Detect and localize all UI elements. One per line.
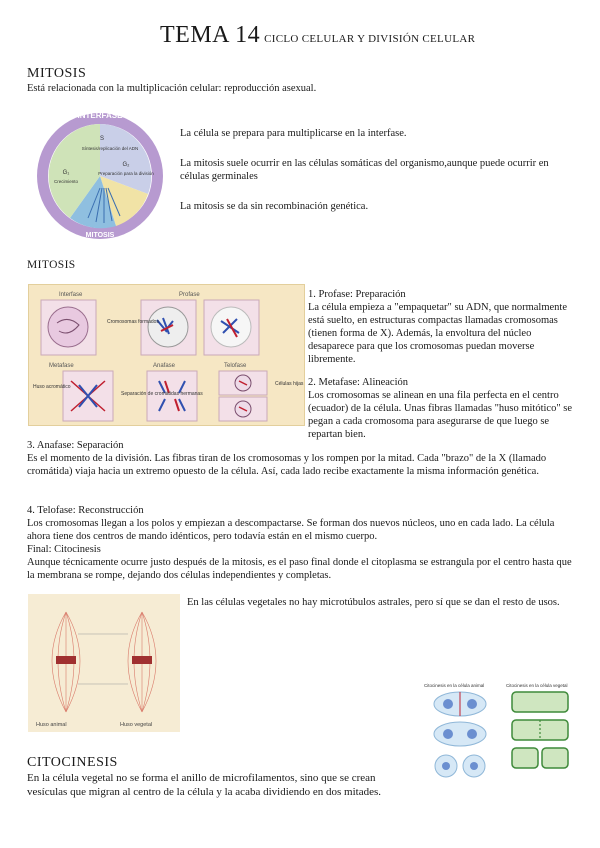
nucleus-interfase bbox=[48, 307, 88, 347]
anafase-block bbox=[27, 439, 575, 478]
fig-label-metafase: Metafase bbox=[49, 363, 74, 369]
spindle-figure bbox=[28, 594, 180, 732]
chromosomes-animal bbox=[56, 656, 76, 664]
metafase-text: Los cromosomas se alinean en una fila perfecta en el centro (ecuador) de la célula. Unas fibras llamadas "huso mitótico" se pegan a cada cromosoma para asegurarse de que luego se repartan bien. bbox=[308, 390, 572, 440]
title-main: TEMA 14 bbox=[160, 22, 261, 48]
spindle-svg bbox=[28, 594, 180, 732]
fig-label-huso: Huso acromático bbox=[33, 384, 71, 390]
final-heading: Final: Citocinesis bbox=[27, 544, 101, 555]
telofase-heading: 4. Telofase: Reconstrucción bbox=[27, 505, 144, 516]
section-intro: Está relacionada con la multiplicación celular: reproducción asexual. bbox=[27, 83, 317, 94]
final-text: Aunque técnicamente ocurre justo después de la mitosis, es el paso final donde el citoplasma se estrangula por el centro hasta que la membrana se rompe, dejando dos células independientes y completas. bbox=[27, 557, 572, 581]
animal-nucleus-1a bbox=[443, 699, 453, 709]
anafase-text: Es el momento de la división. Las fibras tiran de los cromosomas y los rompen por la mitad. Cada "brazo" de la X (llamado cromátida) viaja hacia un extremo opuesto de la célula. Así, cada lado recibe exactamente la misma información genética. bbox=[27, 453, 547, 477]
cell-cycle-svg bbox=[30, 108, 172, 240]
telofase-text: Los cromosomas llegan a los polos y empiezan a descompactarse. Se forman dos nuevos núcleos, uno en cada lado. La célula ahora tiene dos centros de mando idénticos, pero todavía están en el mismo cuerpo. bbox=[27, 518, 555, 542]
label-s: S bbox=[99, 136, 105, 142]
anafase-heading: 3. Anafase: Separación bbox=[27, 440, 124, 451]
telofase-block bbox=[27, 504, 575, 582]
fig-label-interfase: Interfase bbox=[59, 292, 83, 298]
chromosomes-vegetal bbox=[132, 656, 152, 664]
annotation-lines bbox=[78, 634, 128, 684]
profase-heading: 1. Profase: Preparación bbox=[308, 289, 406, 300]
fig-label-telofase: Telofase bbox=[224, 363, 247, 369]
fig-label-separacion: Separación de cromátidas hermanas bbox=[121, 391, 203, 397]
label-g2: G₂ bbox=[122, 162, 130, 168]
metafase-heading: 2. Metafase: Alineación bbox=[308, 377, 409, 388]
animal-cell-2 bbox=[434, 722, 486, 746]
fig-label-profase: Profase bbox=[179, 292, 200, 298]
animal-nucleus-2a bbox=[443, 729, 453, 739]
label-s-desc: Síntesis/replicación del ADN bbox=[81, 146, 139, 151]
paragraph-3: La mitosis se da sin recombinación genética. bbox=[180, 201, 369, 212]
mitosis-phases-figure bbox=[28, 284, 305, 426]
citocinesis-text: En la célula vegetal no se forma el anillo de microfilamentos, sino que se crean vesículas que migran al centro de la célula y la acaba dividiendo en dos mitades. bbox=[27, 772, 382, 798]
label-vegetal-cyto: Citocinesis en la célula vegetal bbox=[506, 683, 568, 688]
cytokinesis-svg bbox=[420, 680, 578, 788]
profase-text: La célula empieza a "empaquetar" su ADN, que normalmente está suelto, en estructuras compactas llamadas cromosomas (tienen forma de X). Además, la envoltura del núcleo desaparece para que los cromosomas puedan moverse libremente. bbox=[308, 302, 568, 365]
label-mitosis: MITOSIS bbox=[85, 232, 115, 239]
daughter-nucleus-2 bbox=[470, 762, 478, 770]
section-heading-citocinesis: CITOCINESIS bbox=[27, 755, 118, 770]
label-huso-vegetal: Huso vegetal bbox=[120, 722, 153, 728]
label-g2-desc: Preparación para la división bbox=[98, 171, 154, 176]
profase-block bbox=[308, 288, 576, 366]
section-heading-mitosis-2: MITOSIS bbox=[27, 259, 76, 271]
daughter-nucleus-1 bbox=[442, 762, 450, 770]
fig-label-cromosomas: Cromosomas formados bbox=[107, 319, 159, 325]
plant-daughter-2 bbox=[542, 748, 568, 768]
plant-note: En las células vegetales no hay microtúbulos astrales, pero sí que se dan el resto de usos. bbox=[187, 597, 560, 608]
title-sub: CICLO CELULAR Y DIVISIÓN CELULAR bbox=[264, 33, 476, 45]
paragraph-2: La mitosis suele ocurrir en las células somáticas del organismo,aunque puede ocurrir en células germinales bbox=[180, 158, 549, 182]
fig-label-celulas-hijas: Células hijas bbox=[275, 381, 304, 387]
phases-svg bbox=[29, 285, 304, 425]
label-g1-desc: Crecimiento bbox=[53, 179, 79, 184]
label-g1: G₁ bbox=[62, 170, 70, 176]
label-huso-animal: Huso animal bbox=[36, 722, 67, 728]
fig-label-anafase: Anafase bbox=[153, 363, 176, 369]
cytokinesis-figure bbox=[420, 680, 578, 788]
paragraph-1: La célula se prepara para multiplicarse en la interfase. bbox=[180, 128, 407, 139]
label-animal-cyto: Citocinesis en la célula animal bbox=[424, 683, 485, 688]
page-title bbox=[160, 22, 475, 49]
section-heading-mitosis: MITOSIS bbox=[27, 66, 87, 81]
plant-daughter-1 bbox=[512, 748, 538, 768]
metafase-block bbox=[308, 376, 576, 441]
cell-cycle-diagram bbox=[30, 108, 172, 240]
animal-nucleus-1b bbox=[467, 699, 477, 709]
label-interfase: INTERFASE bbox=[77, 111, 123, 120]
plant-cell-1 bbox=[512, 692, 568, 712]
animal-nucleus-2b bbox=[467, 729, 477, 739]
